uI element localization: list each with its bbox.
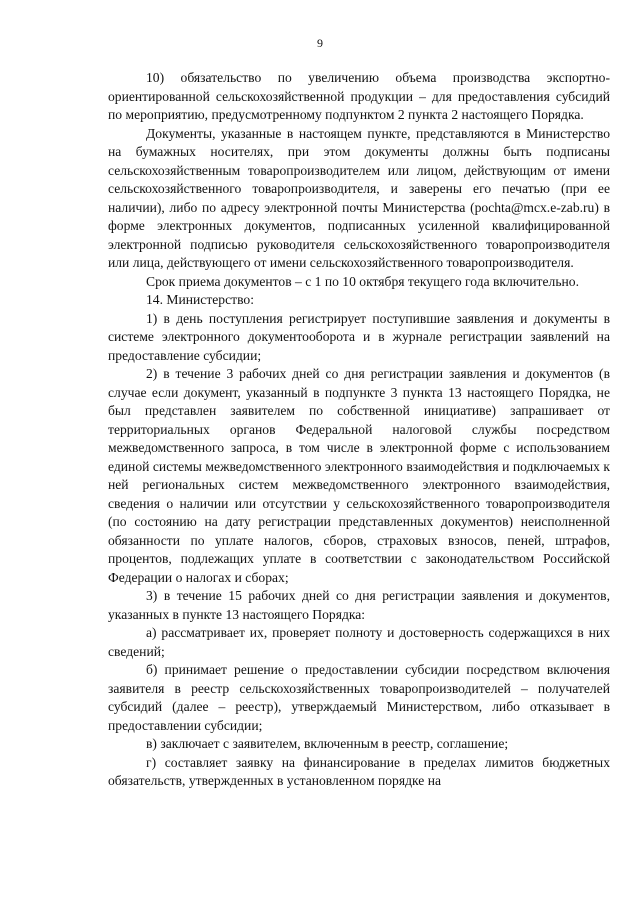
- paragraph-item-3-review: 3) в течение 15 рабочих дней со дня регистрации заявления и документов, указанных в пункте 13 настоящего Порядка:: [108, 588, 610, 622]
- paragraph-subitem-v: в) заключает с заявителем, включенным в реестр, соглашение;: [146, 736, 509, 751]
- paragraph-documents-submission: Документы, указанные в настоящем пункте, представляются в Министерство на бумажных носителях, при этом документы должны быть подписаны сельскохозяйственным товаропроизводителем или лицом, действующим от имени сельскохозяйственного товаропроизводителя, и заверены его печатью (при ее наличии), либо по адресу электронной почты Министерства (pochta@mcx.e-zab.ru) в форме электронных документов, подписанных усиленной квалифицированной электронной подписью руководителя сельскохозяйственного товаропроизводителя или лица, действующего от имени сельскохозяйственного товаропроизводителя.: [108, 125, 610, 270]
- paragraph-item-10: 10) обязательство по увеличению объема производства экспортно-ориентированной сельскохозяйственной продукции – для предоставления субсидий по мероприятию, предусмотренному подпунктом 2 пункта 2 настоящего Порядка.: [108, 70, 610, 122]
- paragraph-item-2-tax-request: 2) в течение 3 рабочих дней со дня регистрации заявления и документов (в случае если документ, указанный в подпункте 3 пункта 13 настоящего Порядка, не был представлен заявителем по собственной инициативе) запрашивает от территориальных органов Федеральной налоговой службы посредством межведомственного запроса, в том числе в электронной форме с использованием единой системы межведомственного электронного взаимодействия и подключаемых к ней региональных систем межведомственного электронного взаимодействия, сведения о наличии или отсутствии у сельскохозяйственного товаропроизводителя (по состоянию на дату регистрации представленных документов) неисполненной обязанности по уплате налогов, сборов, страховых взносов, пеней, штрафов, процентов, подлежащих уплате в соответствии с законодательством Российской Федерации о налогах и сборах;: [108, 366, 610, 585]
- paragraph-item-1-registration: 1) в день поступления регистрирует поступившие заявления и документы в системе электронного документооборота и в журнале регистрации заявлений на предоставление субсидии;: [108, 310, 610, 363]
- paragraph-section-14-heading: 14. Министерство:: [146, 292, 254, 307]
- page-number: 9: [317, 36, 323, 50]
- paragraph-subitem-g: г) составляет заявку на финансирование в пределах лимитов бюджетных обязательств, утвержденных в установленном порядке на: [108, 754, 610, 788]
- paragraph-subitem-b: б) принимает решение о предоставлении субсидии посредством включения заявителя в реестр сельскохозяйственных товаропроизводителей – получателей субсидий (далее – реестр), утверждаемый Министерством, либо отказывает в предоставлении субсидии;: [108, 662, 610, 733]
- paragraph-submission-deadline: Срок приема документов – с 1 по 10 октября текущего года включительно.: [146, 273, 579, 289]
- paragraph-subitem-a: а) рассматривает их, проверяет полноту и достоверность содержащихся в них сведений;: [108, 625, 610, 659]
- document-body: [108, 69, 610, 791]
